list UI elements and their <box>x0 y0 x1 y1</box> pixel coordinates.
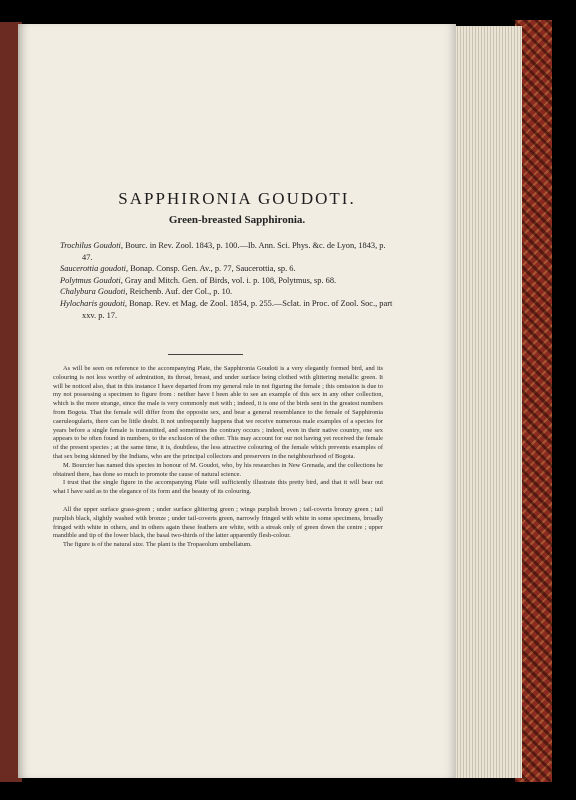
synonym-name: Polytmus Goudoti, <box>60 275 123 285</box>
section-divider <box>168 354 243 355</box>
synonym-name: Chalybura Goudoti, <box>60 287 128 297</box>
description-text <box>53 365 383 550</box>
description-paragraph: All the upper surface grass-green ; under surface glittering green ; wings purplish brown ; tail-coverts bronzy green ; tail purplish black, slightly washed with bronze ; under tail-coverts green, narrowly fringed with white in some specimens, broadly fringed with white in others, and in others again these feathers are white, with a streak only of green down the centre ; upper mandible and tip of the lower black, the basal two-thirds of the latter apparently flesh-colour. <box>53 505 383 540</box>
synonymy-entry <box>60 286 395 298</box>
plate-subtitle: Green-breasted Sapphironia. <box>168 214 306 226</box>
book-page <box>18 24 456 778</box>
synonym-reference: Bonap. Consp. Gen. Av., p. 77, Saucerottia, sp. 6. <box>128 264 296 274</box>
synonym-name: Saucerottia goudoti, <box>60 264 129 274</box>
synonym-reference: Reichenb. Auf. der Col., p. 10. <box>127 287 233 297</box>
synonym-reference: Bourc. in Rev. Zool. 1843, p. 100.—Ib. Ann. Sci. Phys. &c. de Lyon, 1843, p. 47. <box>82 241 386 262</box>
synonym-name: Hylocharis goudoti, <box>60 298 127 308</box>
synonym-reference: Gray and Mitch. Gen. of Birds, vol. i. p. 108, Polytmus, sp. 68. <box>122 275 337 285</box>
plate-title: SAPPHIRONIA GOUDOTI. <box>118 189 356 208</box>
synonymy-entry <box>60 240 395 263</box>
body-paragraph: As will be seen on reference to the accompanying Plate, the Sapphironia Goudoti is a very elegantly formed bird, and its colouring is not less worthy of admiration, its throat, breast, and under surface being clothed with glittering metallic green. It will be noticed also, that in this instance I have departed from my general rule in not figuring the female ; this omission is due to my not possessing a specimen to figure from : neither have I been able to see an example of this sex in any other collection, which is the more strange, since the male is very commonly met with ; indeed, it is one of the birds sent in the greatest numbers from Bogota. That the female will differ from the opposite sex, and bear a general resemblance to the female of Sapphironia caeruleogularis, there can be little doubt. It not unfrequently happens that we receive numerous male examples of a species for years before a single female is transmitted, and sometimes the contrary occurs ; indeed, even in their native country, one sex appears to be often found in numbers, to the exclusion of the other. This may account for our not having yet received the female of the present species ; at the same time, it is, doubtless, the less attractive colouring of the female which prevents examples of that sex being skinned by the Indians, who are the principal collectors and preservers in the neighbourhood of Bogota. <box>53 365 383 460</box>
synonymy-entry <box>60 275 395 287</box>
stacked-page-edges <box>452 26 522 778</box>
synonym-name: Trochilus Goudoti, <box>60 241 123 250</box>
synonymy-entry <box>60 298 395 321</box>
body-paragraph: M. Bourcier has named this species in honour of M. Goudot, who, by his researches in New Grenada, and the collections he obtained there, has done so much to promote the cause of natural science. <box>53 461 383 478</box>
synonym-reference: Bonap. Rev. et Mag. de Zool. 1854, p. 255.—Sclat. in Proc. of Zool. Soc., part xxv. p. 17. <box>82 298 393 320</box>
synonymy-entry <box>60 263 395 275</box>
synonymy-list <box>60 240 395 321</box>
figure-note: The figure is of the natural size. The plant is the Tropaeolum umbellatum. <box>63 541 252 549</box>
body-paragraph: I trust that the single figure in the accompanying Plate will sufficiently illustrate this pretty bird, and that it will bear out what I have said as to the elegance of its form and the beauty of its colouring. <box>53 479 383 496</box>
